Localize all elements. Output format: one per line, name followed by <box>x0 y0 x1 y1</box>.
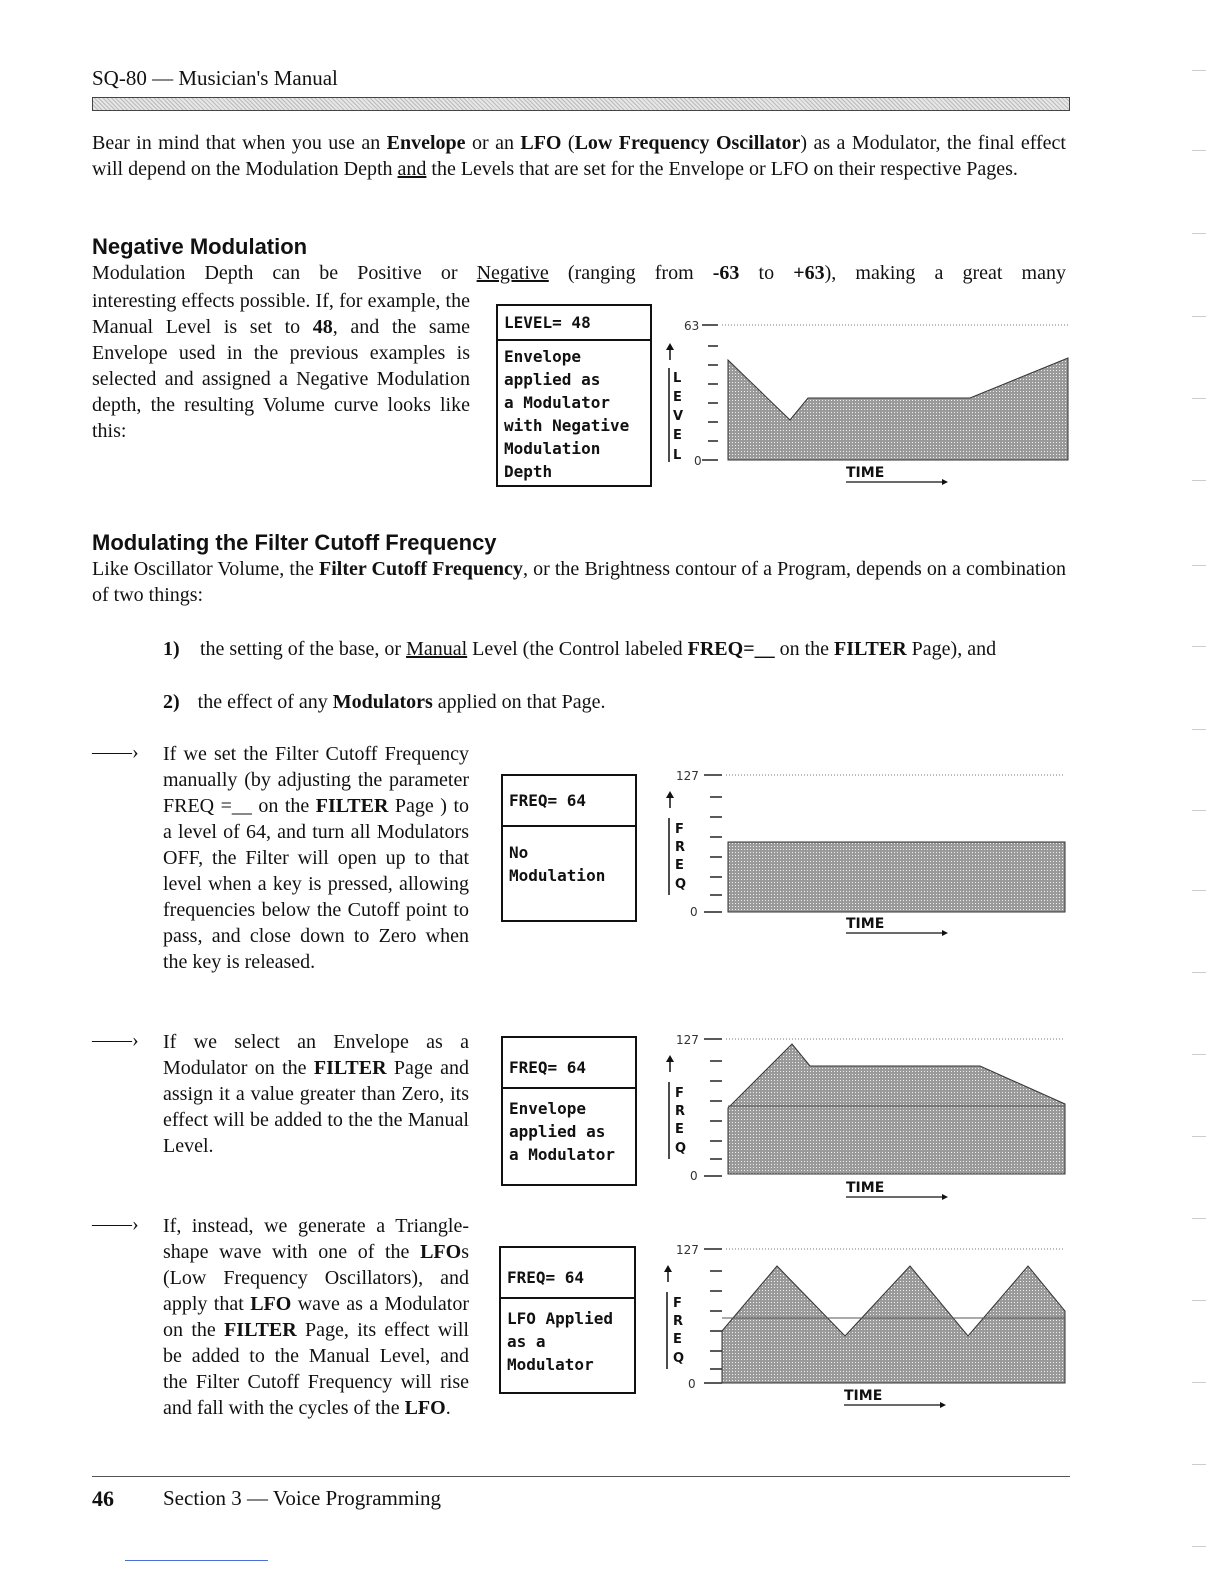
svg-text:E: E <box>675 858 684 873</box>
svg-text:Q: Q <box>675 1141 687 1156</box>
freq-box-title: FREQ= 64 <box>501 1248 634 1299</box>
edge-mark <box>1192 316 1206 317</box>
level-box <box>496 304 652 487</box>
negative-modulation-graph <box>660 310 1080 490</box>
svg-text:F: F <box>675 822 684 837</box>
axis-zero-label: 0 <box>690 905 698 919</box>
svg-text:E: E <box>673 428 682 443</box>
edge-mark <box>1192 1300 1206 1301</box>
axis-zero-label: 0 <box>690 1169 698 1183</box>
freq-box-title: FREQ= 64 <box>503 1038 635 1089</box>
freq-box-line: as a <box>507 1332 546 1351</box>
page-number: 46 <box>92 1486 114 1511</box>
lfo-triangle-area <box>722 1266 1065 1383</box>
axis-top-label: 63 <box>684 319 700 333</box>
freq-box-line: Envelope <box>509 1099 587 1118</box>
filter-graph-envelope <box>660 1026 1080 1206</box>
running-header: SQ-80 — Musician's Manual <box>92 66 338 90</box>
header-bar <box>92 97 1070 111</box>
example-1-paragraph: If we set the Filter Cutoff Frequency manually (by adjusting the parameter FREQ =__ on the FILTER Page ) to a level of 64, and turn all Modulators OFF, the Filter will open up to that level when a key is pressed, allowing frequencies below the Cutoff point to pass, and close down to Zero when the key is released. <box>163 743 469 973</box>
edge-mark <box>1192 233 1206 234</box>
svg-text:E: E <box>673 390 682 405</box>
freq-box-envelope <box>501 1036 637 1186</box>
edge-mark <box>1192 1218 1206 1219</box>
level-box-line: a Modulator <box>504 393 610 412</box>
intro-paragraph: Bear in mind that when you use an Envelope or an LFO (Low Frequency Oscillator) as a Modulator, the final effect will depend on the Modulation Depth and the Levels that are set for the Envelope or LFO on their respective Pages. <box>92 132 1066 180</box>
edge-mark <box>1192 1382 1206 1383</box>
filter-paragraph: Like Oscillator Volume, the Filter Cutoff Frequency, or the Brightness contour of a Program, depends on a combination of two things: <box>92 558 1066 606</box>
edge-mark <box>1192 1136 1206 1137</box>
bullet-arrow: ——› <box>92 741 139 763</box>
edge-mark <box>1192 1464 1206 1465</box>
footer-rule <box>92 1476 1070 1477</box>
neg-paragraph: interesting effects possible. If, for example, the Manual Level is set to 48, and the same Envelope used in the previous examples is selected and assigned a Negative Modulation depth, the resulting Volume curve looks like this: <box>92 290 471 442</box>
axis-zero-label: 0 <box>694 454 702 468</box>
bullet-arrow: ——› <box>92 1029 139 1051</box>
freq-box-line: No <box>509 843 529 862</box>
manual-level-area <box>728 842 1065 912</box>
axis-zero-label: 0 <box>688 1377 696 1391</box>
scan-mark-line <box>125 1560 268 1561</box>
filter-graph-no-modulation <box>660 762 1080 942</box>
svg-text:R: R <box>675 1104 686 1119</box>
axis-top-label: 127 <box>676 1033 699 1047</box>
freq-box-line: applied as <box>509 1122 606 1141</box>
list-number: 1) <box>163 638 180 660</box>
level-box-title: LEVEL= 48 <box>498 306 650 341</box>
list-number: 2) <box>163 691 180 713</box>
time-label: TIME <box>846 916 885 932</box>
svg-text:E: E <box>675 1122 684 1137</box>
neg-first-line: Modulation Depth can be Positive or Negative (ranging from -63 to +63), making a great many <box>92 262 1066 284</box>
svg-text:Q: Q <box>673 1351 685 1366</box>
edge-mark <box>1192 150 1206 151</box>
bullet-arrow: ——› <box>92 1213 139 1235</box>
level-box-line: with Negative <box>504 416 630 435</box>
svg-text:L: L <box>673 448 682 463</box>
freq-box-line: Modulator <box>507 1355 594 1374</box>
example-2-paragraph: If we select an Envelope as a Modulator on the FILTER Page and assign it a value greater than Zero, its effect will be added to the the Manual Level. <box>163 1031 469 1157</box>
axis-top-label: 127 <box>676 1243 699 1257</box>
svg-text:R: R <box>673 1314 684 1329</box>
time-label: TIME <box>846 465 885 481</box>
svg-text:Q: Q <box>675 877 687 892</box>
heading-filter-cutoff: Modulating the Filter Cutoff Frequency <box>92 530 497 555</box>
edge-mark <box>1192 70 1206 71</box>
svg-text:R: R <box>675 840 686 855</box>
time-label: TIME <box>846 1180 885 1196</box>
freq-box-title: FREQ= 64 <box>503 776 635 827</box>
freq-box-lfo <box>499 1246 636 1394</box>
edge-mark <box>1192 480 1206 481</box>
svg-text:L: L <box>673 371 682 386</box>
envelope-plus-manual-area <box>728 1044 1065 1174</box>
level-box-line: Modulation <box>504 439 601 458</box>
edge-mark <box>1192 398 1206 399</box>
filter-graph-lfo <box>660 1236 1080 1416</box>
svg-text:E: E <box>673 1332 682 1347</box>
freq-box-no-modulation <box>501 774 637 922</box>
edge-mark <box>1192 1054 1206 1055</box>
svg-text:F: F <box>675 1086 684 1101</box>
freq-box-line: a Modulator <box>509 1145 615 1164</box>
edge-mark <box>1192 565 1206 566</box>
freq-box-line: Modulation <box>509 866 606 885</box>
edge-mark <box>1192 646 1206 647</box>
edge-mark <box>1192 1546 1206 1547</box>
list-item-text: the setting of the base, or Manual Level (the Control labeled FREQ=__ on the FILTER Page), and <box>200 638 997 660</box>
level-box-line: applied as <box>504 370 601 389</box>
freq-box-line: LFO Applied <box>507 1309 613 1328</box>
level-box-line: Depth <box>504 462 553 481</box>
footer-section-title: Section 3 — Voice Programming <box>163 1486 442 1510</box>
time-label: TIME <box>844 1388 883 1404</box>
svg-text:F: F <box>673 1296 682 1311</box>
edge-mark <box>1192 890 1206 891</box>
heading-negative-modulation: Negative Modulation <box>92 234 308 259</box>
axis-top-label: 127 <box>676 769 699 783</box>
edge-mark <box>1192 729 1206 730</box>
example-3-paragraph: If, instead, we generate a Triangle-shape wave with one of the LFOs (Low Frequency Oscillators), and apply that LFO wave as a Modulator on the FILTER Page, its effect will be added to the Manual Level, and the Filter Cutoff Frequency will rise and fall with the cycles of the LFO. <box>163 1215 469 1419</box>
level-box-line: Envelope <box>504 347 582 366</box>
edge-mark <box>1192 972 1206 973</box>
svg-text:V: V <box>673 409 684 424</box>
negative-envelope-curve <box>728 358 1068 460</box>
list-item: 2) the effect of any Modulators applied on that Page. <box>163 691 606 713</box>
edge-mark <box>1192 810 1206 811</box>
